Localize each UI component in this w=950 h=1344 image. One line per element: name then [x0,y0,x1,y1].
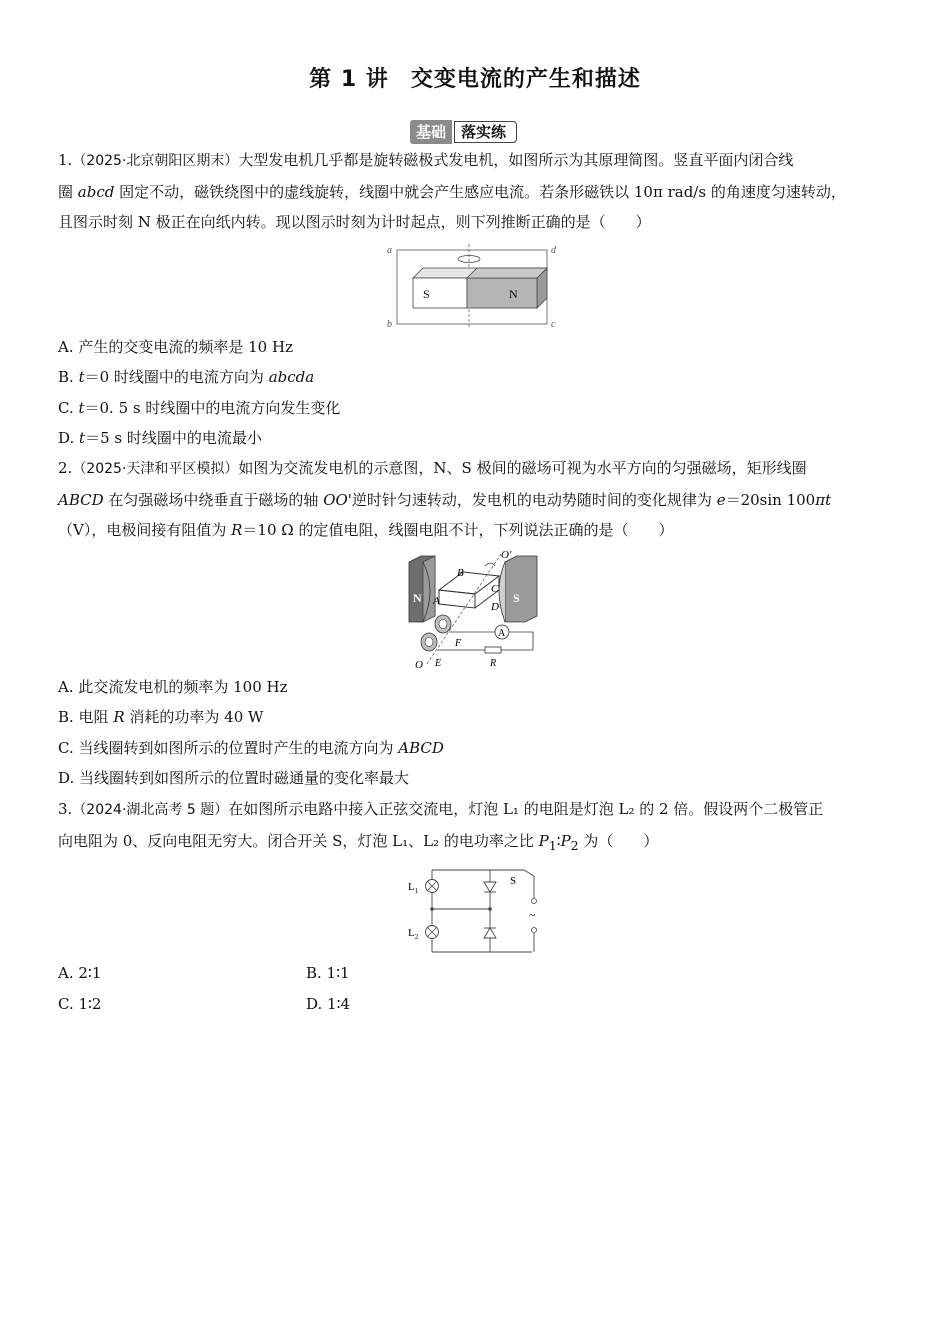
question-2-line-3 [58,515,894,546]
ac-terminal-bottom [532,928,537,933]
magnet-n-top-face [467,268,547,278]
option-text: A. 产生的交变电流的频率是 10 Hz [58,338,293,356]
corner-b-label: b [387,319,392,330]
question-number: 1. [58,151,73,169]
question-text: ∶ [556,831,561,850]
question-2-option-b[interactable] [58,706,263,728]
question-3-option-a[interactable] [58,962,101,984]
question-number: 3. [58,800,73,818]
variable: R [231,521,243,539]
question-3-line-1 [58,794,894,826]
slip-ring-hole [425,638,433,647]
question-2-option-c[interactable] [58,737,444,759]
variable: t [78,368,85,386]
question-1-line-3 [58,207,894,238]
corner-a-label: a [387,245,392,256]
lamp-l1-label: $L_1$ [408,881,419,895]
question-text: （V），电极间接有阻值为 [58,521,232,539]
question-1-option-c[interactable] [58,397,340,419]
option-text: ＝0. 5 s 时线圈中的电流方向发生变化 [84,399,341,417]
question-text: ＝20sin 100 [725,490,816,509]
pole-n-label: N [509,287,518,301]
ac-generator-figure [405,546,545,674]
question-number: 2. [58,459,73,477]
section-tag [410,119,517,145]
question-text: 在匀强磁场中绕垂直于磁场的轴 [103,490,324,509]
variable: OO' [323,490,352,509]
question-3-option-b[interactable] [306,962,350,984]
question-1-option-d[interactable] [58,427,262,449]
option-text: 消耗的功率为 40 W [124,708,264,726]
variable: πt [815,490,832,509]
s-pole-face [499,562,505,622]
ammeter-label: A [498,628,506,639]
brush-f-label: F [455,638,462,649]
option-text: A. 此交流发电机的频率为 100 Hz [58,678,288,696]
ac-terminal-top [532,899,537,904]
rotating-magnet-figure [385,242,565,330]
n-pole-label: N [413,591,422,605]
question-3-option-c[interactable] [58,993,101,1015]
corner-d-label: d [551,245,556,256]
section-tag-right: 落实练 [454,121,517,143]
diode-circuit-figure [404,862,550,958]
section-tag-left: 基础 [410,120,452,144]
question-2 [58,453,894,546]
s-pole-magnet [505,556,537,622]
variable: ABCD [398,739,444,757]
option-text: A. 2∶1 [58,964,102,982]
lamp-l2-label: $L_2$ [408,927,419,941]
question-text: ＝10 Ω 的定值电阻，线圈电阻不计，下列说法正确的是（ ） [242,521,674,539]
variable: R [113,708,125,726]
corner-b-label: B [457,567,464,579]
variable: abcda [268,368,315,386]
variable: ABCD [58,490,104,509]
option-text: B. [58,368,79,386]
page-title [0,62,950,93]
variable: t [78,399,85,417]
question-3-line-2 [58,826,894,862]
diode-1-icon [484,882,496,892]
option-text: D. 当线圈转到如图所示的位置时磁通量的变化率最大 [58,769,410,787]
ac-source-label: ~ [529,908,536,922]
option-text: B. 电阻 [58,708,114,726]
option-text: ＝0 时线圈中的电流方向为 [84,368,269,386]
axis-o-prime-label: O' [501,549,512,561]
diode-2-icon [484,928,496,938]
question-2-line-2 [58,485,894,516]
option-text: D. 1∶4 [306,995,351,1013]
question-text: 在如图所示电路中接入正弦交流电，灯泡 L₁ 的电阻是灯泡 L₂ 的 2 倍。假设两个二极管正 [228,800,824,818]
variable: t [79,429,86,447]
corner-a-label: A [433,595,440,607]
question-text: 向电阻为 0、反向电阻无穷大。闭合开关 S，灯泡 L₁、L₂ 的电功率之比 [58,831,539,850]
lecture-topic: 交变电流的产生和描述 [410,67,641,92]
question-2-option-a[interactable] [58,676,288,698]
question-1 [58,145,894,238]
question-2-option-d[interactable] [58,767,409,789]
switch-s-label: S [510,875,517,887]
question-1-line-2 [58,177,894,208]
question-text: 逆时针匀速转动，发电机的电动势随时间的变化规律为 [351,490,717,509]
variable: P [538,831,549,850]
junction-dot [430,907,434,911]
rotation-arrow-icon [485,563,495,566]
question-source: （2025·北京朝阳区期末） [72,153,239,169]
question-text: 且图示时刻 N 极正在向纸内转。现以图示时刻为计时起点，则下列推断正确的是（ ） [58,213,651,231]
option-text: C. [58,399,79,417]
option-text: B. 1∶1 [306,964,350,982]
question-text: 大型发电机几乎都是旋转磁极式发电机，如图所示为其原理简图。竖直平面内闭合线 [238,151,794,169]
question-2-line-1 [58,453,894,485]
s-pole-label: S [513,591,520,605]
corner-c-label: C [491,583,499,595]
option-text: D. [58,429,80,447]
question-3-option-d[interactable] [306,993,350,1015]
variable: e [716,490,726,509]
subscript: 2 [570,837,579,853]
coil-front [439,590,475,608]
axis-o-label: O [415,659,423,671]
magnet-s-pole [413,278,467,308]
question-1-option-a[interactable] [58,336,293,358]
slip-ring-hole [439,620,447,629]
option-text: C. 1∶2 [58,995,102,1013]
lecture-number: 第 1 讲 [309,67,389,92]
question-source: （2024·湖北高考 5 题） [72,802,229,818]
question-text: 固定不动，磁铁绕图中的虚线旋转，线圈中就会产生感应电流。若条形磁铁以 10π rad/s 的角速度匀速转动， [114,182,846,201]
option-text: ＝5 s 时线圈中的电流最小 [85,429,262,447]
magnet-n-pole [467,278,537,308]
switch-s-icon [524,870,534,876]
pole-s-label: S [423,287,430,301]
variable: abcd [77,182,115,201]
corner-c-label: c [551,319,556,330]
brush-e-label: E [435,658,442,669]
option-text: C. 当线圈转到如图所示的位置时产生的电流方向为 [58,739,399,757]
question-1-line-1 [58,145,894,177]
question-text: 如图为交流发电机的示意图，N、S 极间的磁场可视为水平方向的匀强磁场，矩形线圈 [238,459,807,477]
corner-d-label: D [491,601,499,613]
question-1-option-b[interactable] [58,366,314,388]
question-3 [58,794,894,861]
resistor-r-label: R [490,658,497,669]
resistor-icon [485,647,501,653]
variable: P [560,831,571,850]
question-text: 圈 [58,182,78,201]
subscript: 1 [548,837,557,853]
question-text: 为（ ） [578,831,659,850]
question-source: （2025·天津和平区模拟） [72,461,239,477]
